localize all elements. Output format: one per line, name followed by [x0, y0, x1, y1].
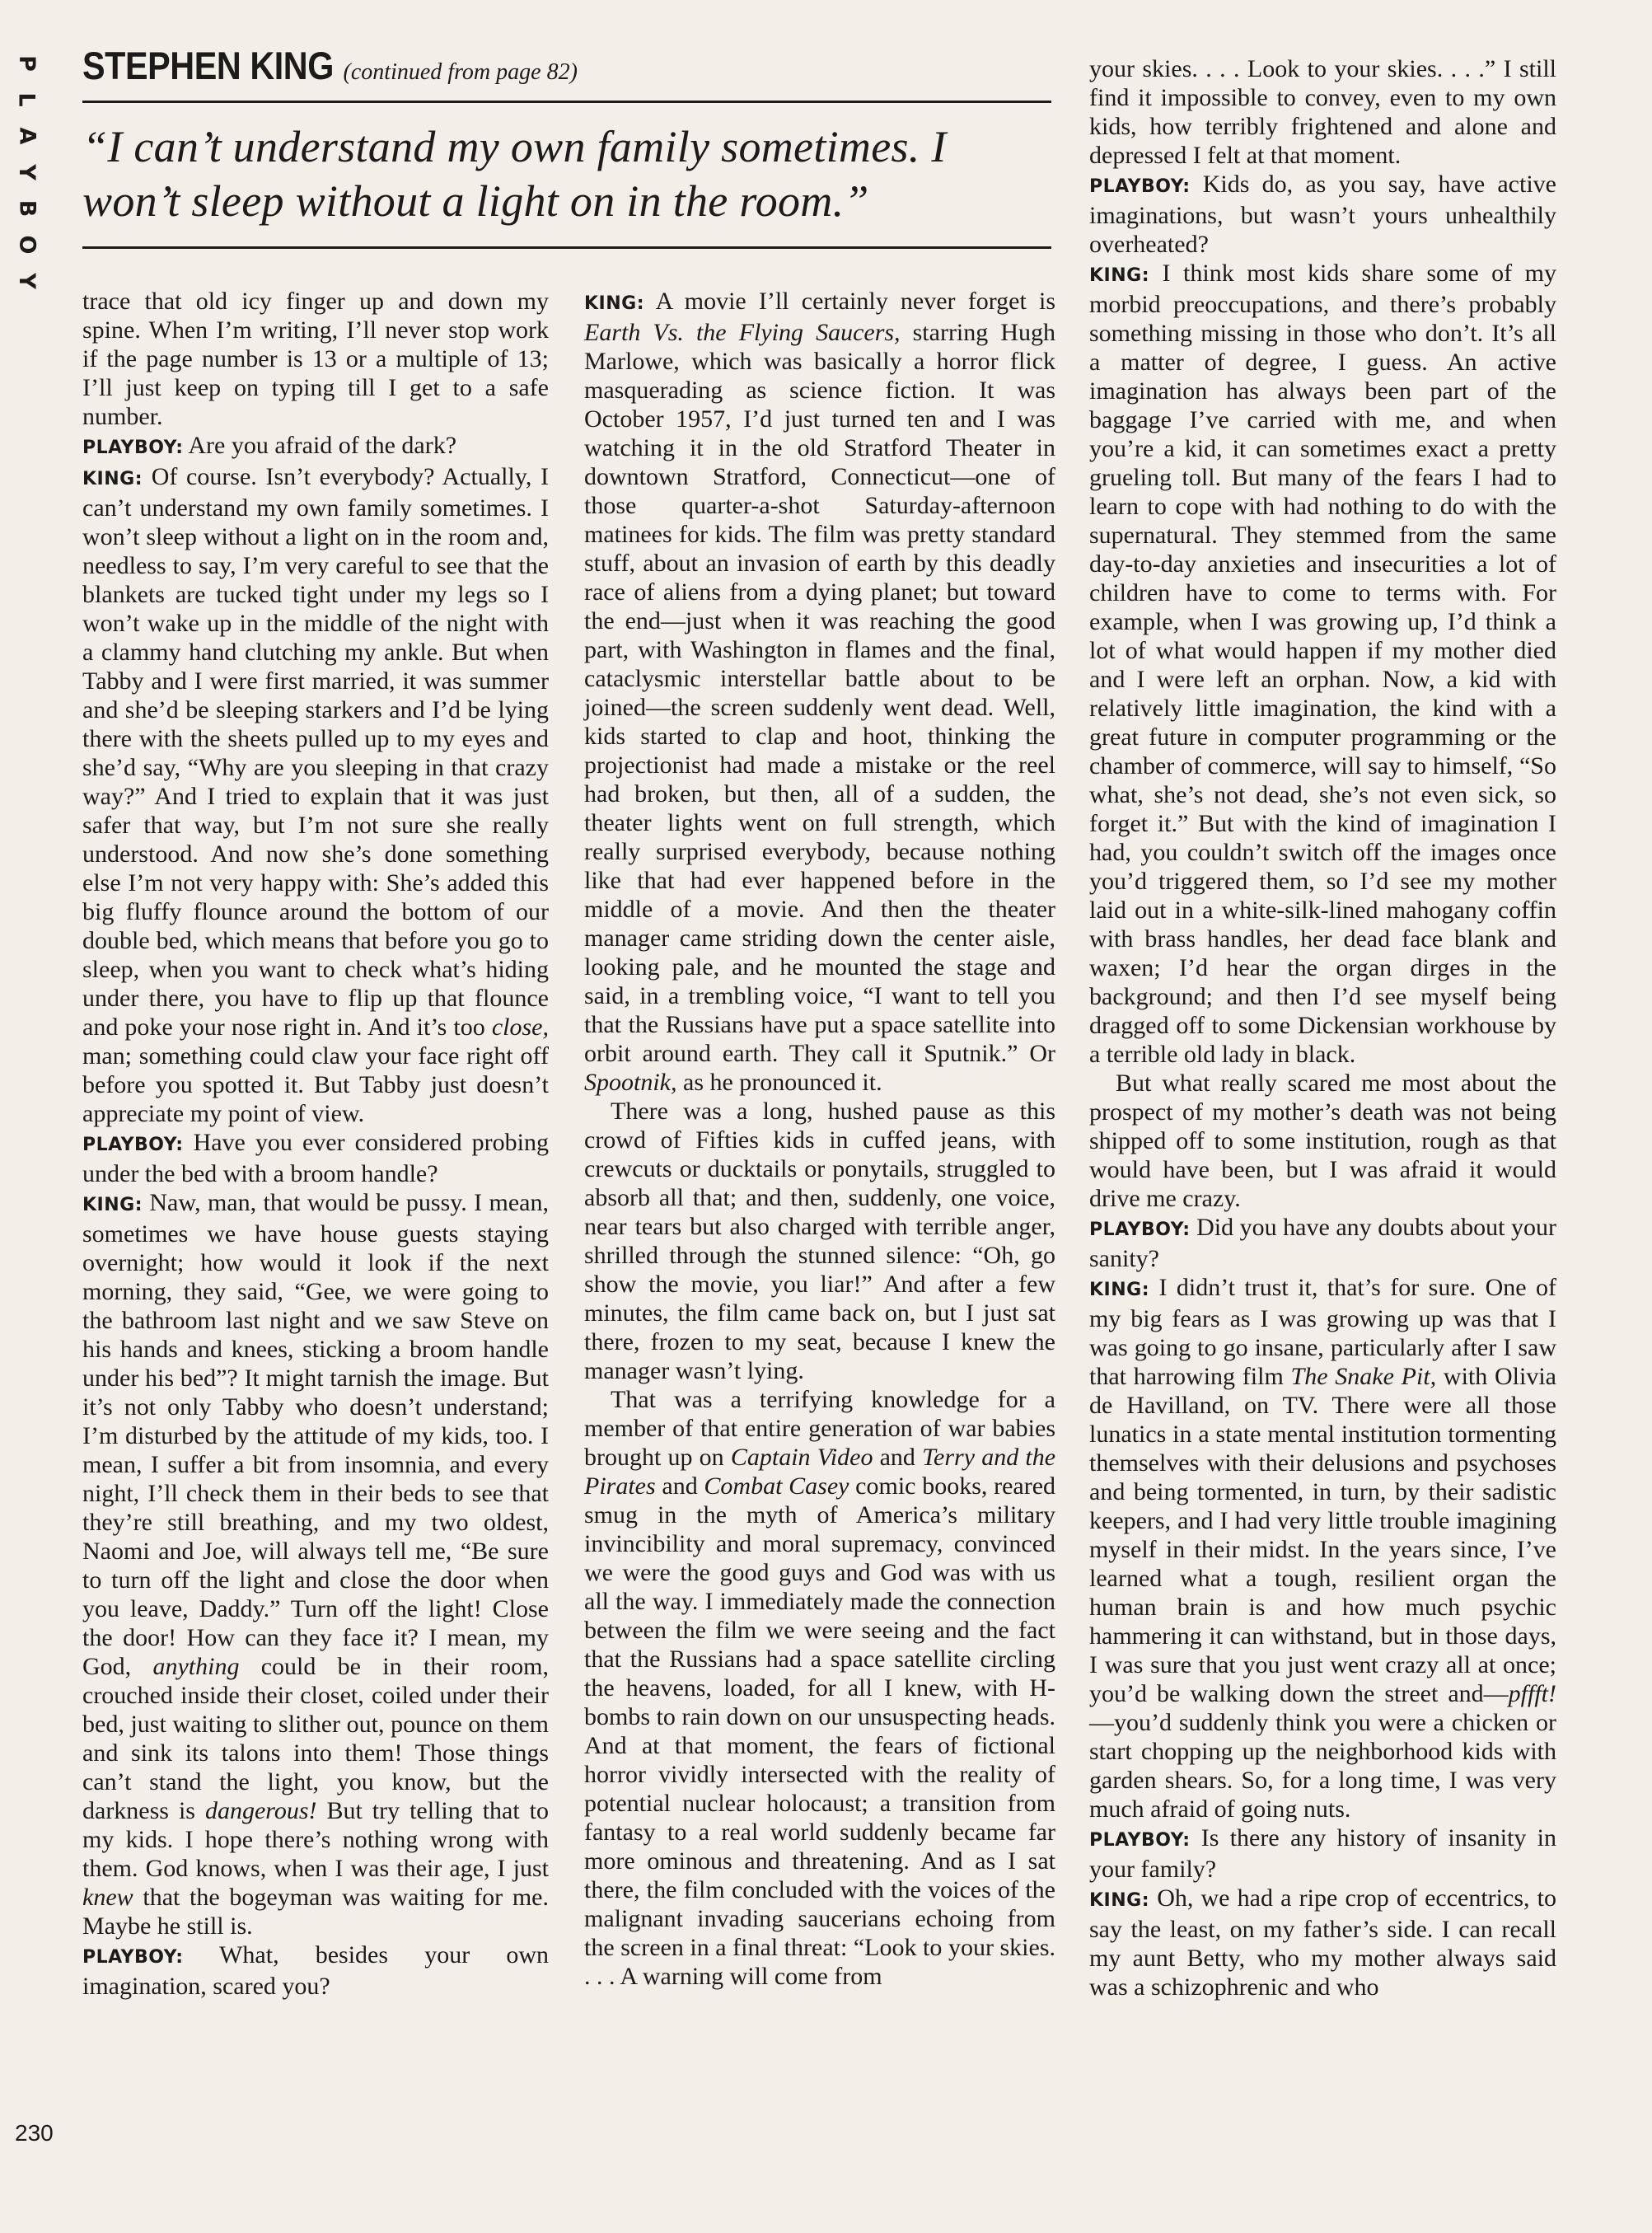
article-paragraph	[1089, 259, 1556, 1069]
body-text: Of course. Isn’t everybody? Actually, I can’t understand my own family sometimes. I won’t sleep without a light on in the room and, needless to say, I’m very careful to see that the blankets are tucked tight under my legs so I won’t wake up in the middle of the night with a clammy hand clutching my ankle. But when Tabby and I were first married, it was summer and she’d be sleeping starkers and I’d be lying there with the sheets pulled up to my eyes and she’d say, “Why are you sleeping in that crazy way?” And I tried to explain that it was just safer that way, but I’m not sure she really understood. And now she’s done something else I’m not very happy with: She’s added this big fluffy flounce around the bottom of our double bed, which means that before you go to sleep, when you want to check what’s hiding under there, you have to flip up that flounce and poke your nose right in. And it’s too	[82, 463, 550, 1041]
article-paragraph	[1089, 1069, 1556, 1213]
italic-text: Combat Casey	[704, 1472, 849, 1500]
body-text: and	[655, 1472, 704, 1500]
speaker-label: PLAYBOY:	[1089, 176, 1191, 197]
speaker-label: PLAYBOY:	[1089, 1219, 1191, 1240]
italic-text: dangerous!	[204, 1797, 317, 1824]
body-text: as he pronounced it.	[676, 1069, 882, 1096]
body-text: starring Hugh Marlowe, which was basically a horror flick masquerading as science fiction. It was October 1957, I’d just turned ten and I was watching it in the old Stratford Theater in downtown Stratford, Connecticut—one of those quarter-a-shot Saturday-afternoon matinees for kids. The film was pretty standard stuff, about an invasion of earth by this deadly race of aliens from a dying planet; but toward the end—just when it was reaching the good part, with Washington in flames and the final, cataclysmic interstellar battle about to be joined—the screen suddenly went dead. Well, kids started to clap and hoot, thinking the projectionist had made a mistake or the reel had broken, but then, all of a sudden, the theater lights went on full strength, which really surprised everybody, because nothing like that had ever happened before in the middle of a movie. And then the theater manager came striding down the center aisle, looking pale, and he mounted the stage and said, in a trembling voice, “I want to tell you that the Russians have put a space satellite into orbit around earth. They call it Sputnik.” Or	[584, 319, 1056, 1067]
header-line	[82, 43, 1051, 101]
speaker-label: PLAYBOY:	[82, 438, 184, 458]
body-text: What, besides your own imagination, scared you?	[82, 1941, 549, 2000]
body-text: Oh, we had a ripe crop of eccentrics, to say the least, on my father’s side. I can recall my aunt Betty, who my mother always said was a schizophrenic and who	[1089, 1884, 1556, 2001]
italic-text: Spootnik,	[584, 1069, 677, 1096]
italic-text: Terry and the Pirates	[584, 1444, 1056, 1500]
article-paragraph	[1089, 1273, 1556, 1823]
magazine-side-logo	[12, 51, 41, 293]
body-text: your skies. . . . Look to your skies. . . .” I still find it impossible to convey, even to my own kids, how terribly frightened and alone and depressed I felt at that moment.	[1089, 55, 1556, 169]
body-text: But try telling that to my kids. I hope there’s nothing wrong with them. God knows, when I was their age, I just	[82, 1797, 549, 1882]
body-text: Naw, man, that would be pussy. I mean, sometimes we have house guests staying overnight; how would it look if the next morning, they said, “Gee, we were going to the bathroom last night and we saw Steve on his hands and knees, sticking a broom handle under his bed”? It might tarnish the image. But it’s not only Tabby who doesn’t understand; I’m disturbed by the attitude of my kids, too. I mean, I suffer a bit from insomnia, and every night, I’ll check them in their beds to see that they’re still breathing, and my two oldest, Naomi and Joe, will always tell me, “Be sure to turn off the light and close the door when you leave, Daddy.” Turn off the light! Close the door! How can they face it? I mean, my God,	[82, 1189, 549, 1680]
author-title: STEPHEN KING	[82, 44, 334, 87]
speaker-label: PLAYBOY:	[82, 1135, 184, 1155]
body-text: I think most kids share some of my morbid preoccupations, and there’s probably something missing in those who don’t. It’s all a matter of degree, I guess. An active imagination has always been part of the baggage I’ve carried with me, and when you’re a kid, it can sometimes exact a pretty grueling toll. But many of the fears I had to learn to cope with had nothing to do with the supernatural. They stemmed from the same day-to-day anxieties and insecurities a lot of children have to come to terms with. For example, when I was growing up, I’d think a lot of what would happen if my mother died and I were left an orphan. Now, a kid with relatively little imagination, the kind with a great future in computer programming or the chamber of commerce, will say to himself, “So what, she’s not dead, she’s not even sick, so forget it.” But with the kind of imagination I had, you couldn’t switch off the images once you’d triggered them, so I’d see my mother laid out in a white-silk-lined mahogany coffin with brass handles, her dead face blank and waxen; I’d hear the organ dirges in the background; and then I’d see myself being dragged off to some Dickensian workhouse by a terrible old lady in black.	[1089, 260, 1557, 1068]
italic-text: Captain Video	[730, 1444, 873, 1471]
speaker-label: KING:	[1089, 1280, 1150, 1300]
article-paragraph	[1089, 1823, 1556, 1884]
speaker-label: KING:	[1089, 1890, 1150, 1911]
article-header	[82, 43, 1051, 249]
body-text: could be in their room, crouched inside their closet, coiled under their bed, just waiting to slither out, pounce on them and sink its talons into them! Those things can’t stand the light, you know, but the darkness is	[82, 1653, 549, 1824]
article-paragraph	[584, 1097, 1055, 1385]
italic-text: pffft!	[1508, 1680, 1556, 1707]
article-paragraph	[584, 1385, 1055, 1991]
side-logo-letter: O	[13, 235, 40, 255]
side-logo-letter: Y	[14, 164, 40, 180]
article-paragraph	[1089, 1884, 1556, 2001]
article-paragraph	[584, 287, 1055, 1097]
body-text: man; something could claw your face right off before you spotted it. But Tabby just doesn’t appreciate my point of view.	[82, 1042, 549, 1127]
text-column-1	[82, 287, 549, 2001]
article-paragraph	[1089, 1213, 1556, 1273]
body-text: That was a terrifying knowledge for a member of that entire generation of war babies brought up on	[584, 1386, 1055, 1471]
article-paragraph	[82, 1128, 549, 1188]
text-column-3	[1089, 54, 1556, 2001]
body-text: that the bogeyman was waiting for me. Maybe he still is.	[82, 1884, 549, 1940]
article-paragraph	[1089, 170, 1556, 259]
body-text: Kids do, as you say, have active imaginations, but wasn’t yours unhealthily overheated?	[1089, 171, 1556, 258]
speaker-label: KING:	[82, 469, 143, 489]
body-text: I didn’t trust it, that’s for sure. One of my big fears as I was growing up was that I was going to go insane, particularly after I saw that harrowing film	[1089, 1274, 1556, 1390]
italic-text: The Snake Pit,	[1290, 1363, 1437, 1390]
body-text: Did you have any doubts about your sanity?	[1089, 1214, 1556, 1272]
speaker-label: KING:	[1089, 265, 1150, 286]
speaker-label: PLAYBOY:	[82, 1947, 184, 1968]
pull-quote: “I can’t understand my own family sometimes. I won’t sleep without a light on in the room.”	[82, 122, 947, 226]
side-logo-letter: L	[14, 92, 40, 107]
speaker-label: PLAYBOY:	[1089, 1830, 1191, 1851]
speaker-label: KING:	[82, 1195, 143, 1215]
body-text: But what really scared me most about the prospect of my mother’s death was not being shipped off to some institution, rough as that would have been, but I was afraid it would drive me crazy.	[1089, 1070, 1556, 1212]
page-number: 230	[15, 2120, 54, 2146]
article-paragraph	[82, 1188, 549, 1940]
article-paragraph	[82, 1940, 549, 2001]
side-logo-letter: Y	[14, 273, 40, 289]
body-text: with Olivia de Havilland, on TV. There were all those lunatics in a state mental institution tormenting themselves with their delusions and psychoses and being tormented, in turn, by their sadistic keepers, and I had very little trouble imagining myself in their midst. In the years since, I’ve learned what a tough, resilient organ the human brain is and how much psychic hammering it can withstand, but in those days, I was sure that you just went crazy all at once; you’d be walking down the street and—	[1089, 1363, 1556, 1707]
continued-note: (continued from page 82)	[343, 59, 578, 85]
top-rule	[82, 101, 1051, 103]
body-text: Are you afraid of the dark?	[188, 432, 457, 459]
body-text: and	[873, 1444, 923, 1471]
article-paragraph	[82, 287, 549, 431]
bottom-rule	[82, 246, 1051, 249]
side-logo-letter: B	[14, 199, 40, 218]
text-column-2	[584, 287, 1055, 1991]
italic-text: Earth Vs. the Flying Saucers,	[584, 319, 901, 346]
body-text: Have you ever considered probing under the bed with a broom handle?	[82, 1129, 549, 1187]
speaker-label: KING:	[584, 293, 645, 314]
article-paragraph	[82, 431, 549, 462]
body-text: comic books, reared smug in the myth of America’s military invincibility and moral supremacy, convinced we were the good guys and God was with us all the way. I immediately made the connection between the film we were seeing and the fact that the Russians had a space satellite circling the heavens, loaded, for all I knew, with H-bombs to rain down on our unsuspecting heads. And at that moment, the fears of fictional horror vividly intersected with the reality of potential nuclear holocaust; a transition from fantasy to a real world suddenly became far more ominous and threatening. And as I sat there, the film concluded with the voices of the malignant invading saucerians echoing from the screen in a final threat: “Look to your skies. . . . A warning will come from	[584, 1472, 1056, 1990]
body-text: There was a long, hushed pause as this crowd of Fifties kids in cuffed jeans, with crewcuts or ducktails or ponytails, struggled to absorb all that; and then, suddenly, one voice, near tears but also charged with terrible anger, shrilled through the stunned silence: “Oh, go show the movie, you liar!” And after a few minutes, the film came back on, but I just sat there, frozen to my seat, because I knew the manager wasn’t lying.	[584, 1098, 1055, 1384]
italic-text: knew	[82, 1884, 133, 1911]
article-paragraph	[82, 462, 549, 1128]
body-text: Is there any history of insanity in your family?	[1089, 1824, 1557, 1883]
article-paragraph	[1089, 54, 1556, 170]
body-text: A movie I’ll certainly never forget is	[655, 288, 1055, 315]
italic-text: close,	[491, 1014, 549, 1041]
italic-text: anything	[152, 1653, 240, 1680]
body-text: —you’d suddenly think you were a chicken or start chopping up the neighborhood kids with garden shears. So, for a long time, I was very much afraid of going nuts.	[1089, 1709, 1556, 1823]
side-logo-letter: P	[13, 55, 40, 72]
side-logo-letter: A	[14, 127, 40, 145]
body-text: trace that old icy finger up and down my spine. When I’m writing, I’ll never stop work if the page number is 13 or a multiple of 13; I’ll just keep on typing till I get to a safe number.	[82, 288, 549, 430]
